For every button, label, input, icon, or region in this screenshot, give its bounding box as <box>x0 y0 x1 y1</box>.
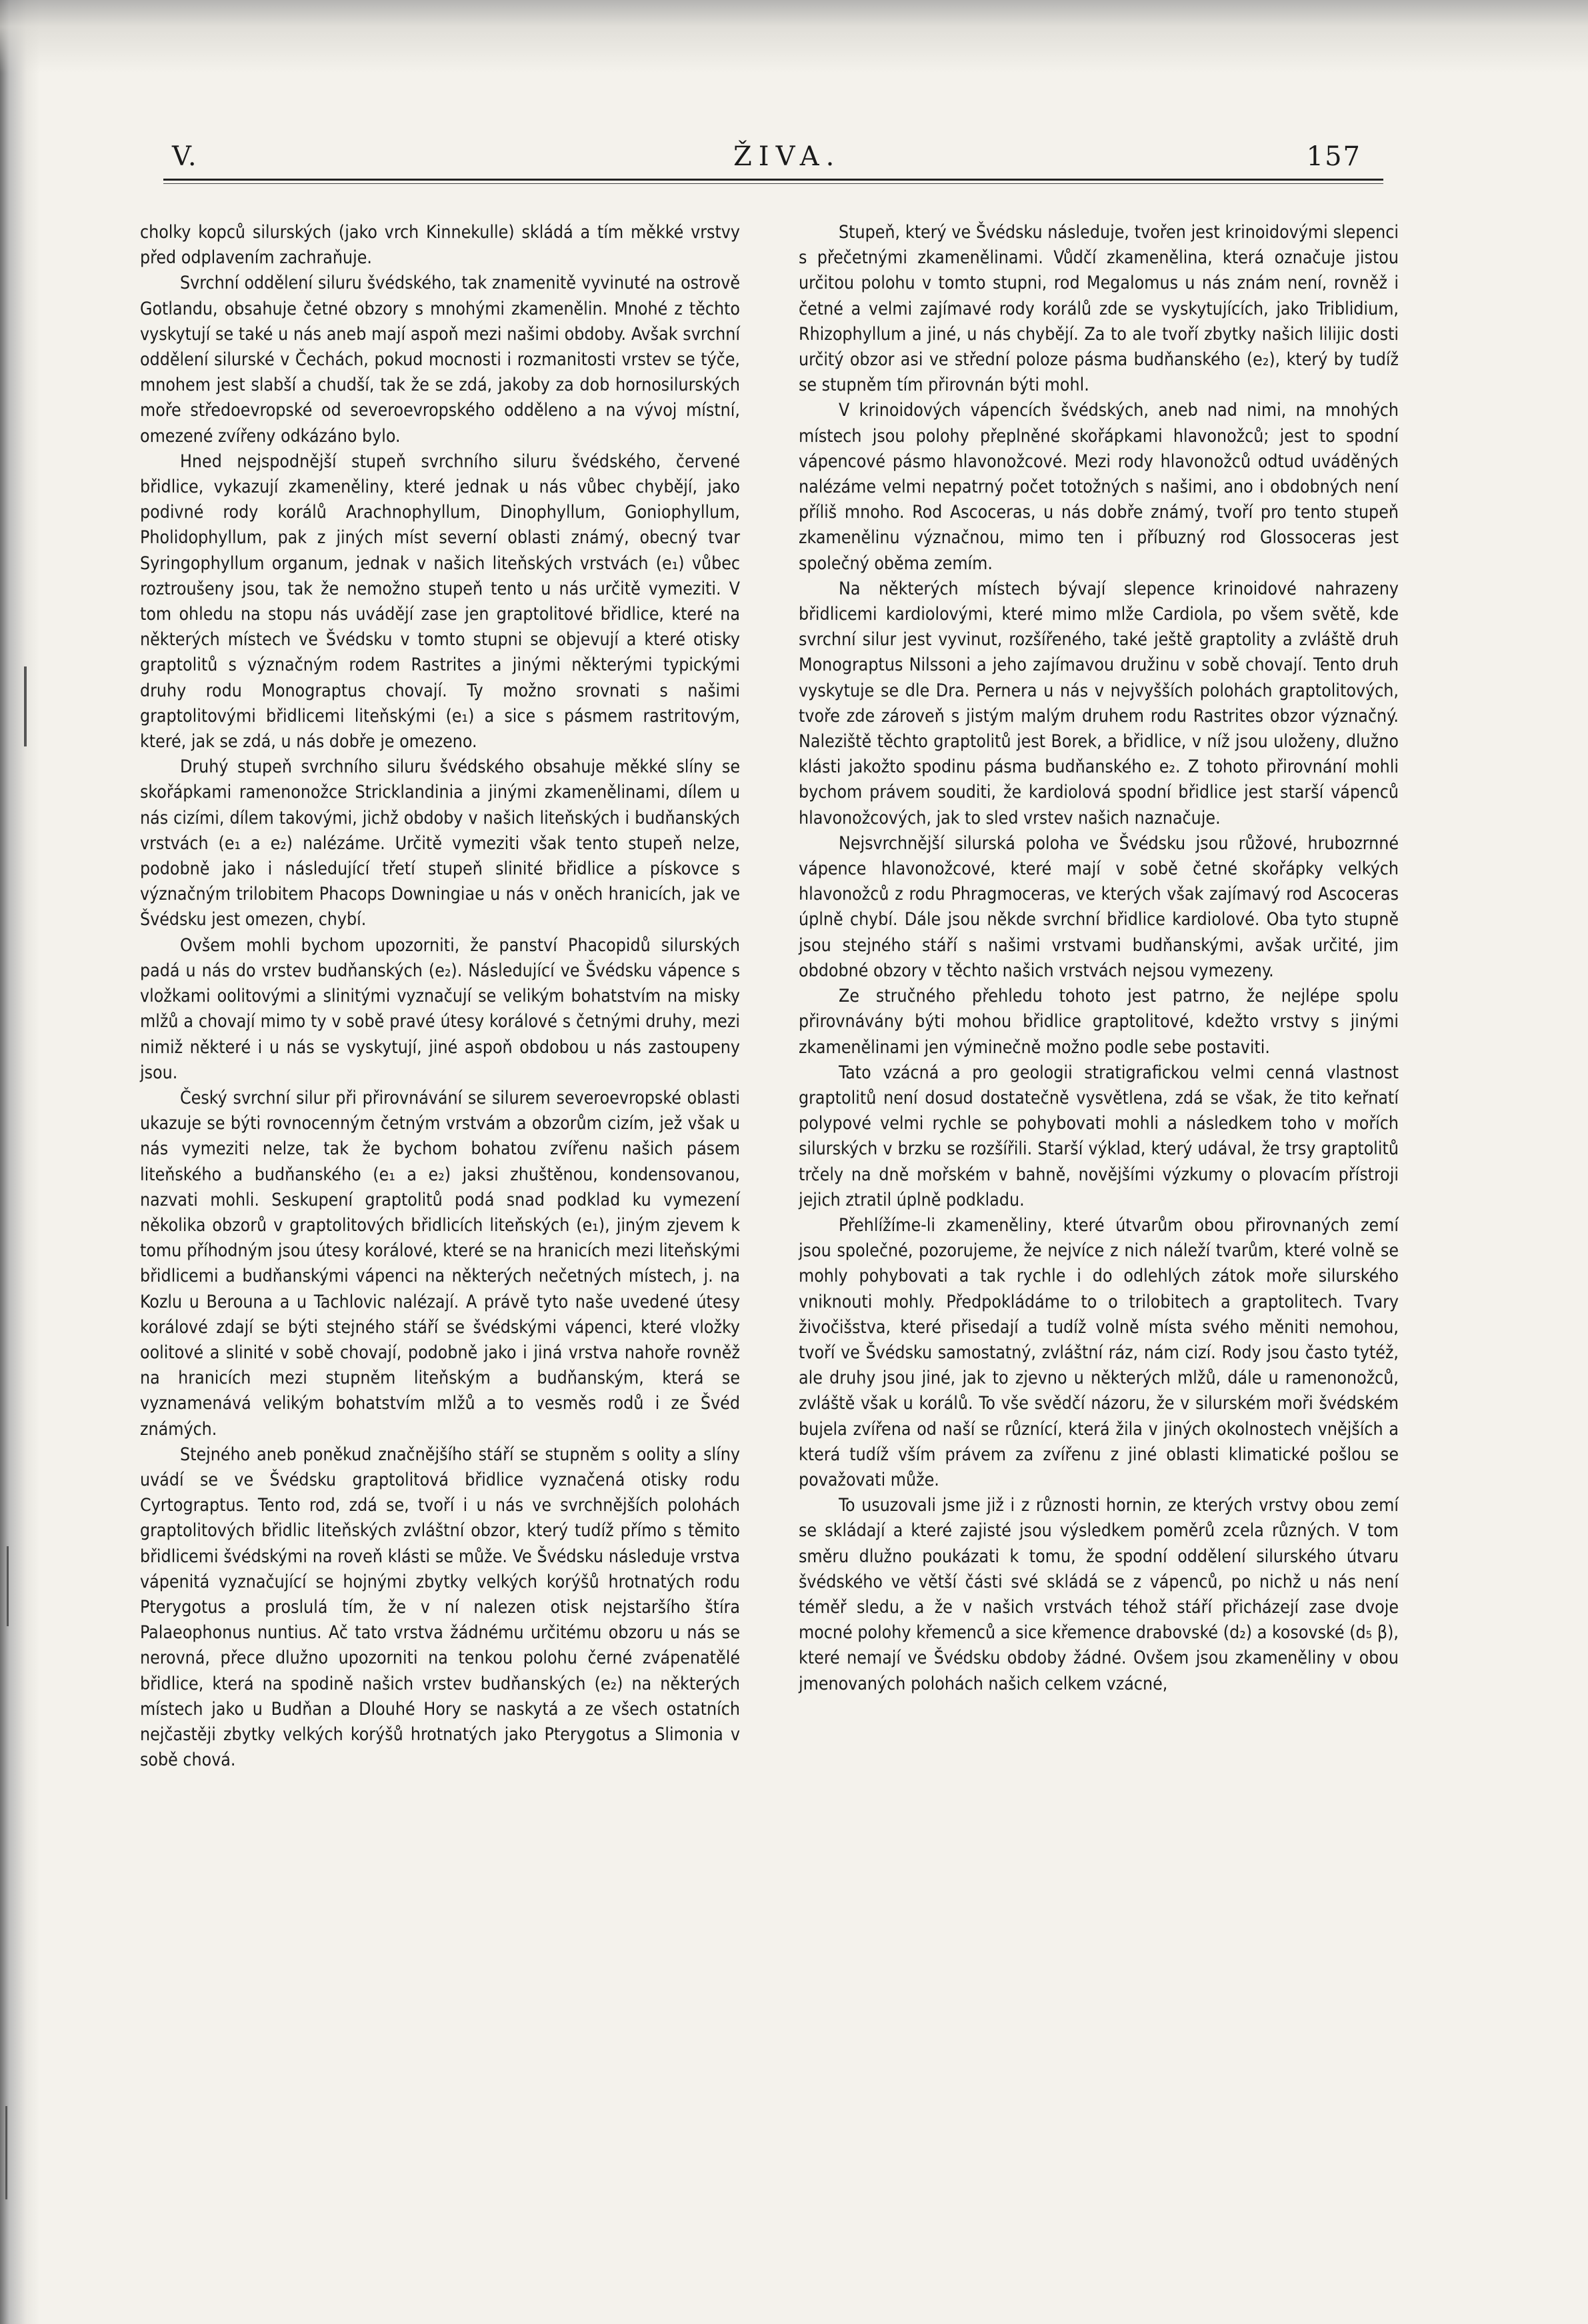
paragraph: Nejsvrchnější silurská poloha ve Švédsku jsou růžové, hrubozrnné vápence hlavonožcové, které mají v sobě četné skořápky velkých hlavonožců z rodu Phragmoceras, ve kterých však zajímavý rod Ascoceras úplně chybí. Dále jsou někde svrchní břidlice kardiolové. Oba tyto stupně jsou stejného stáří s našimi vrstvami budňanskými, avšak určité, jim obdobné obzory v těchto našich vrstvách nejsou vymezeny. <box>799 832 1399 981</box>
header-rule <box>163 179 1383 184</box>
paragraph: Tato vzácná a pro geologii stratigrafickou velmi cenná vlastnost graptolitů není dosud dostatečně vysvětlena, zdá se však, že tito keřnatí polypové velmi rychle se pohybovati mohli a následkem toho v mořích silurských v brzku se rozšířili. Starší výklad, který udával, že trsy graptolitů trčely na dně mořském v bahně, novějšími výzkumy o plovacím přístroji jejich ztratil úplně podkladu. <box>799 1062 1399 1210</box>
volume-number: V. <box>172 141 198 172</box>
paragraph: cholky kopců silurských (jako vrch Kinnekulle) skládá a tím měkké vrstvy před odplavením zachraňuje. <box>140 222 740 269</box>
paragraph: Stupeň, který ve Švédsku následuje, tvořen jest krinoidovými slepenci s přečetnými zkamenělinami. Vůdčí zkamenělina, která označuje jistou určitou polohu v tomto stupni, rod Megalomus u nás znám není, rovněž i četné a velmi zajímavé rody korálů zde se vyskytujících, jako Triblidium, Rhizophyllum a jiné, u nás chybějí. Za to ale tvoří zbytky našich lilijic dosti určitý obzor asi ve střední poloze pásma budňanského (e₂), který by tudíž se stupněm tím přirovnán býti mohl. <box>799 222 1399 396</box>
left-column <box>140 220 740 1773</box>
paragraph: Český svrchní silur při přirovnávání se silurem severoevropské oblasti ukazuje se býti rovnocenným četným vrstvám a obzorům cizím, jež však u nás vymeziti nelze, tak že bychom bohatou zvířenu našich pásem liteňského a budňanského (e₁ a e₂) jaksi zhuštěnou, kondensovanou, nazvati mohli. Seskupení graptolitů podá snad podklad ku vymezení několika obzorů v graptolitových břidlicích liteňských (e₁), jiným zjevem k tomu příhodným jsou útesy korálové, které se na hranicích mezi liteňskými břidlicemi a budňanskými vápenci na některých nečetných místech, j. na Kozlu u Berouna a u Tachlovic nalézají. A právě tyto naše uvedené útesy korálové zdají se býti stejného stáří se švédskými vápenci, které vložky oolitové a slinité v sobě chovají, podobně jako i jiná vrstva nahoře rovněž na hranicích mezi stupněm liteňským a budňanským, která se vyznamenává velikým bohatstvím mlžů a to vesměs rodů i ze Švéd známých. <box>140 1087 740 1440</box>
paragraph: Stejného aneb poněkud značnějšího stáří se stupněm s oolity a slíny uvádí se ve Švédsku graptolitová břidlice vyznačená otisky rodu Cyrtograptus. Tento rod, zdá se, tvoří i u nás ve svrchnějších polohách graptolitových břidlic liteňských zvláštní obzor, který tudíž přímo s těmito břidlicemi švédskými na roveň klásti se může. Ve Švédsku následuje vrstva vápenitá vyznačující se hojnými zbytky velkých korýšů hrotnatých rodu Pterygotus a proslulá tím, že v ní nalezen otisk nejstaršího štíra Palaeophonus nuntius. Ač tato vrstva žádnému určitému obzoru u nás se nerovná, přece dlužno upozorniti na tenkou polohu černé zvápenatělé břidlice, která na spodině našich vrstev budňanských (e₂) na některých místech jako u Budňan a Dlouhé Hory se naskytá a ze všech ostatních nejčastěji zbytky velkých korýšů hrotnatých jako Pterygotus a Slimonia v sobě chová. <box>140 1444 740 1771</box>
paragraph: Druhý stupeň svrchního siluru švédského obsahuje měkké slíny se skořápkami ramenonožce Stricklandinia a jinými zkamenělinami, dílem u nás cizími, dílem takovými, jichž obdoby v našich liteňských i budňanských vrstvách (e₁ a e₂) nalézáme. Určitě vymeziti však tento stupeň nelze, podobně jako i následující třetí stupeň slinité břidlice a pískovce s význačným trilobitem Phacops Downingiae u nás v oněch hranicích, jak ve Švédsku jest omezen, chybí. <box>140 756 740 930</box>
page-number: 157 <box>1306 141 1361 172</box>
scan-artifact <box>24 666 27 746</box>
paragraph: Ovšem mohli bychom upozorniti, že panství Phacopidů silurských padá u nás do vrstev budňanských (e₂). Následující ve Švédsku vápence s vložkami oolitovými a slinitými vyznačují se velikým bohatstvím na misky mlžů a chovají mimo ty v sobě pravé útesy korálové s četnými druhy, mezi nimiž některé i u nás se vyskytují, jiné aspoň obdobou u nás zastoupeny jsou. <box>140 934 740 1083</box>
paragraph: Hned nejspodnější stupeň svrchního siluru švédského, červené břidlice, vykazují zkameněliny, které jednak u nás vůbec chybějí, jako podivné rody korálů Arachnophyllum, Dinophyllum, Goniophyllum, Pholidophyllum, pak z jiných míst severní oblasti známý, obecný tvar Syringophyllum organum, jednak v našich liteňských vrstvách (e₁) vůbec roztroušeny jsou, tak že nemožno stupeň tento u nás určitě vymeziti. V tom ohledu na stopu nás uvádějí zase jen graptolitové břidlice, které na některých místech ve Švédsku v tomto stupni se objevují a které otisky graptolitů s význačným rodem Rastrites a jinými některými typickými druhy rodu Monograptus chovají. Ty možno srovnati s našimi graptolitovými břidlicemi liteňskými (e₁) a sice s pásmem rastritovým, které, jak se zdá, u nás dobře je omezeno. <box>140 451 740 752</box>
paragraph: To usuzovali jsme již i z různosti hornin, ze kterých vrstvy obou zemí se skládají a které zajisté jsou výsledkem poměrů zcela různých. V tom směru dlužno poukázati k tomu, že spodní oddělení silurského útvaru švédského ve větší části své skládá se z vápenců, po nichž u nás není téměř sledu, a že v našich vrstvách téhož stáří přicházejí zase dvoje mocné polohy křemenců a sice křemence drabovské (d₂) a kosovské (d₅ β), které nemají ve Švédsku obdoby žádné. Ovšem jsou zkameněliny v obou jmenovaných polohách našich celkem vzácné, <box>799 1495 1399 1694</box>
page-top-shadow <box>0 0 1588 73</box>
paragraph: V krinoidových vápencích švédských, aneb nad nimi, na mnohých místech jsou polohy přeplněné skořápkami hlavonožců; jest to spodní vápencové pásmo hlavonožcové. Mezi rody hlavonožců odtud uváděných nalézáme velmi nepatrný počet totožných s našimi, ano i obdobných není příliš mnoho. Rod Ascoceras, u nás dobře známý, tvoří pro tento stupeň zkamenělinu význačnou, mimo ten i příbuzný rod Glossoceras jest společný oběma zemím. <box>799 400 1399 574</box>
paragraph: Svrchní oddělení siluru švédského, tak znamenitě vyvinuté na ostrově Gotlandu, obsahuje četné obzory s mnohými zkamenělin. Mnohé z těchto vyskytují se také u nás aneb mají aspoň mezi našimi obdoby. Avšak svrchní oddělení silurské v Čechách, pokud mocnosti i rozmanitosti vrstev se týče, mnohem jest slabší a chudší, tak že se zdá, jakoby za dob hornosilurských moře středoevropské od severoevropského odděleno a na vývoj místní, omezené zvířeny odkázáno bylo. <box>140 273 740 447</box>
paragraph: Ze stručného přehledu tohoto jest patrno, že nejlépe spolu přirovnávány býti mohou břidlice graptolitové, kdežto vrstvy s jinými zkamenělinami jen výminečně možno podle sebe postaviti. <box>799 986 1399 1058</box>
right-column <box>799 220 1399 1697</box>
paragraph: Přehlížíme-li zkameněliny, které útvarům obou přirovnaných zemí jsou společné, pozorujeme, že nejvíce z nich náleží tvarům, které volně se mohly pohybovati a tak rychle i do odlehlých zátok moře silurského vniknouti mohly. Předpokládáme to o trilobitech a graptolitech. Tvary živočišstva, které přisedají a tudíž volně místa svého měniti nemohou, tvoří ve Švédsku samostatný, zvláštní ráz, nám cizí. Rody jsou často tytéž, ale druhy jsou jiné, jak to zjevno u některých mlžů, dále u ramenonožců, zvláště však u korálů. To vše svědčí názoru, že v silurském moři švédském bujela zvířena od naší se různící, která žila v jiných okolnostech vnějších a která tudíž vším právem za zvířenu z jiné oblasti klimatické pošlou se považovati může. <box>799 1214 1399 1490</box>
scan-artifact <box>7 1546 9 1626</box>
paragraph: Na některých místech bývají slepence krinoidové nahrazeny břidlicemi kardiolovými, které mimo mlže Cardiola, po všem světě, kde svrchní silur jest vyvinut, rozšířeného, také ještě graptolity a zvláště druh Monograptus Nilssoni a jeho zajímavou družinu v sobě chovají. Tento druh vyskytuje se dle Dra. Pernera u nás v nejvyšších polohách graptolitových, tvoře zde zároveň s jistým malým druhem rodu Rastrites obzor význačný. Naleziště těchto graptolitů jest Borek, a břidlice, v níž jsou uloženy, dlužno klásti jakožto spodinu pásma budňanského e₂. Z tohoto přirovnání mohli bychom právem souditi, že kardiolová spodní břidlice jest starší vápenců hlavonožcových, jak to sled vrstev našich naznačuje. <box>799 578 1399 828</box>
scan-artifact <box>5 2106 7 2199</box>
journal-title: ŽIVA. <box>733 141 841 172</box>
page-edge-shadow <box>0 0 40 2324</box>
